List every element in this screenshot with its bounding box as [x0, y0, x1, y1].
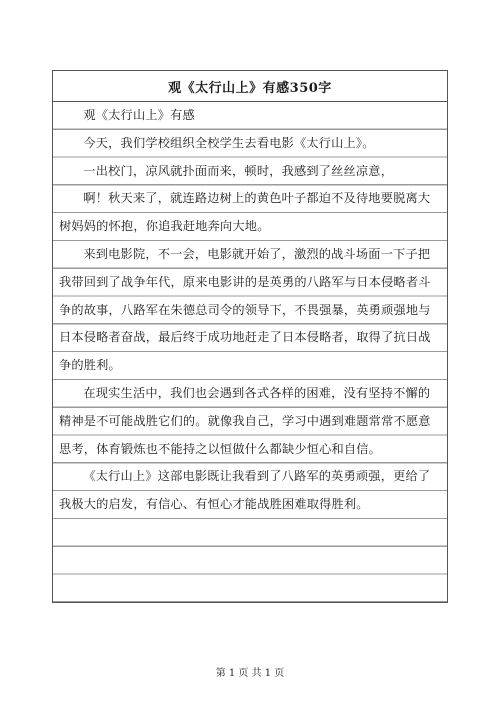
page-number: 第 1 页 共 1 页: [215, 668, 285, 679]
essay-sheet: [52, 70, 448, 603]
essay-body: [59, 102, 441, 519]
paragraph: 啊！秋天来了，就连路边树上的黄色叶子都迫不及待地要脱离大树妈妈的怀抱，你追我赶地奔向大地。: [59, 191, 431, 234]
paragraph: 来到电影院，不一会，电影就开始了，激烈的战斗场面一下子把我带回到了战争年代，原来电影讲的是英勇的八路军与日本侵略者斗争的故事，八路军在朱德总司令的领导下，不畏强暴，英勇顽强地与日本侵略者奋战，最后终于成功地赶走了日本侵略者，取得了抗日战争的胜利。: [59, 246, 431, 373]
paragraph: 观《太行山上》有感: [83, 108, 195, 122]
lined-paper: [53, 102, 447, 602]
essay-title: 观《太行山上》有感350字: [53, 71, 447, 102]
paragraph: 《太行山上》这部电影既让我看到了八路军的英勇顽强，更给了我极大的启发，有信心、有恒心才能战胜困难取得胜利。: [59, 469, 431, 512]
paragraph: 今天，我们学校组织全校学生去看电影《太行山上》。: [83, 135, 375, 150]
paragraph: 在现实生活中，我们也会遇到各式各样的困难，没有坚持不懈的精神是不可能战胜它们的。就像我自己，学习中遇到难题常常不愿意思考，体育锻炼也不能持之以恒做什么都缺少恒心和自信。: [59, 385, 431, 456]
paragraph: 一出校门，凉风就扑面而来，顿时，我感到了丝丝凉意，: [83, 163, 394, 178]
